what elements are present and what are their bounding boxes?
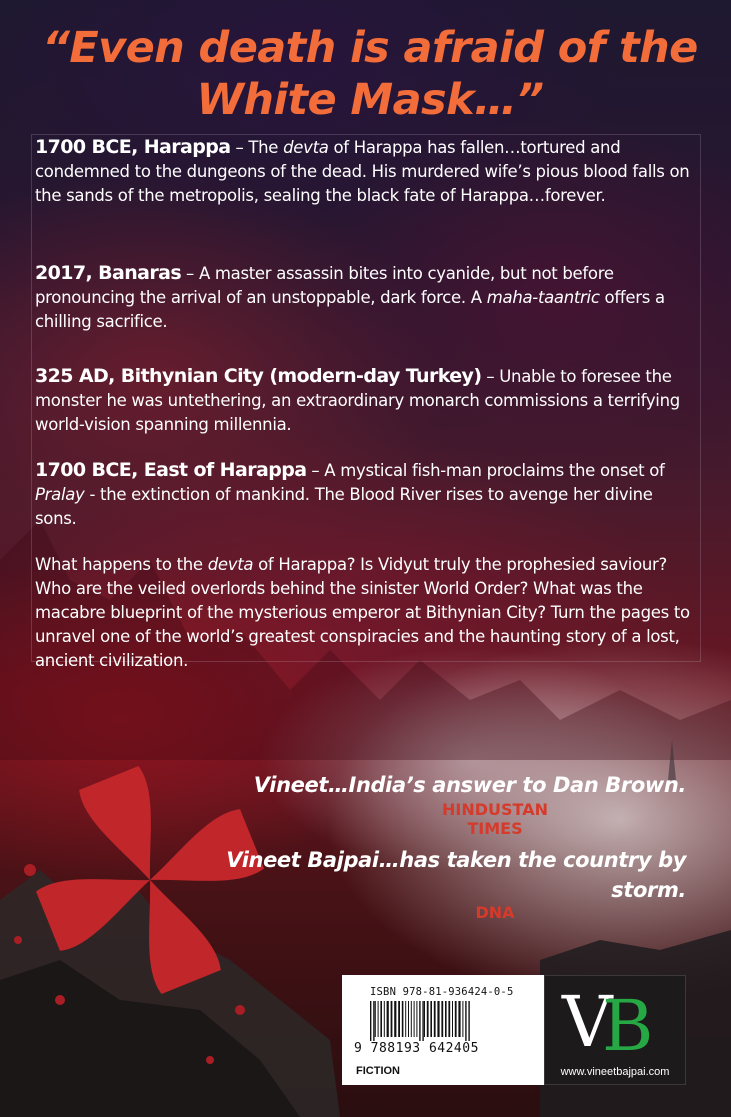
review-source: DNA [475,903,515,922]
barcode-bar [373,1001,374,1041]
blurb-lead: 1700 BCE, Harappa [35,136,231,158]
isbn-label: ISBN 978-81-936424-0-5 [370,986,514,998]
barcode [368,1001,528,1041]
barcode-bar [394,1001,396,1037]
blurb-paragraph: 2017, Banaras – A master assassin bites into cyanide, but not before pronouncing the arrival of an unstoppable, dark force. A maha-taantric offers a chilling sacrifice. [35,262,665,331]
barcode-bar [414,1001,415,1037]
barcode-bar [416,1001,417,1037]
barcode-bar [465,1001,466,1041]
barcode-bar [419,1001,420,1041]
barcode-bar [458,1001,460,1037]
review-quote: Vineet Bajpai…has taken the country by storm. [226,848,686,902]
category-label: FICTION [356,1065,400,1077]
blurb-paragraph: 1700 BCE, Harappa – The devta of Harappa has fallen…tortured and condemned to the dungeons of the dead. His murdered wife’s pious blood falls on the sands of the metropolis, sealing the black fate of Harappa…forever. [35,136,690,205]
barcode-bar [405,1001,406,1037]
barcode-bar [370,1001,371,1041]
blood-splatter [235,1005,245,1015]
blurb-paragraph: 325 AD, Bithynian City (modern-day Turkey) – Unable to foresee the monster he was untethering, an extraordinary monarch commissions a terrifying world-vision spanning millennia. [35,365,680,434]
barcode-bar [468,1001,469,1041]
publisher-website: www.vineetbajpai.com [560,1066,670,1078]
barcode-bar [380,1001,382,1037]
review-source: HINDUSTAN TIMES [442,800,548,838]
barcode-bar [462,1001,463,1037]
headline-line-1: “Even death is afraid of the [42,23,698,73]
barcode-bar [411,1001,412,1037]
review-quote: Vineet…India’s answer to Dan Brown. [253,773,686,797]
barcode-bar [437,1001,439,1037]
barcode-bar [375,1001,376,1037]
blood-splatter [14,936,22,944]
blurb-lead: 2017, Banaras [35,262,182,284]
barcode-bar [378,1001,379,1037]
logo-letter-b: B [602,985,654,1067]
barcode-bar [402,1001,404,1037]
barcode-bar [452,1001,453,1037]
barcode-bar [422,1001,423,1041]
barcode-bar [424,1001,425,1037]
blurb-paragraph: 1700 BCE, East of Harappa – A mystical fish-man proclaims the onset of Pralay - the extinction of mankind. The Blood River rises to avenge her divine sons. [35,459,665,528]
barcode-bar [445,1001,447,1037]
barcode-bar [387,1001,389,1037]
barcode-bar [427,1001,429,1037]
blurb-lead: 1700 BCE, East of Harappa [35,459,307,481]
barcode-bar [384,1001,385,1037]
blood-splatter [24,864,36,876]
barcode-bar [448,1001,450,1037]
barcode-bar [391,1001,393,1037]
headline-line-2: White Mask…” [196,75,544,125]
blood-splatter [206,1056,214,1064]
barcode-bar [430,1001,432,1037]
barcode-bar [455,1001,457,1037]
logo-letter-v: V [562,981,613,1063]
barcode-bar [441,1001,443,1037]
headline [40,22,700,126]
barcode-bar [398,1001,400,1037]
barcode-digits: 9 788193 642405 [354,1041,479,1056]
barcode-bar [434,1001,436,1037]
blurb-lead: 325 AD, Bithynian City (modern-day Turkey) [35,365,482,387]
closing-paragraph: What happens to the devta of Harappa? Is Vidyut truly the prophesied saviour? Who are the veiled overlords behind the sinister World Order? What was the macabre blueprint of the mysterious emperor at Bithynian City? Turn the pages to unravel one of the world’s greatest conspiracies and the haunting story of a lost, ancient civilization. [35,555,690,670]
barcode-bar [408,1001,409,1037]
blood-splatter [55,995,65,1005]
